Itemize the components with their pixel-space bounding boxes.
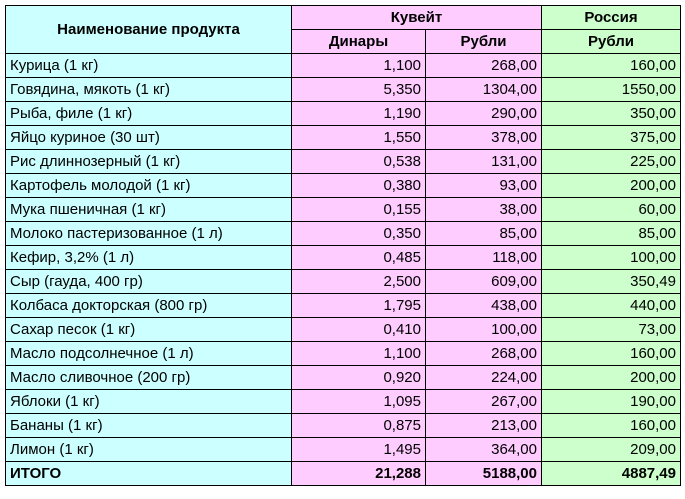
kuwait-dinars-cell: 0,538 xyxy=(292,150,426,174)
russia-rubles-cell: 440,00 xyxy=(542,294,681,318)
header-product-name: Наименование продукта xyxy=(6,6,292,54)
product-name-cell: Лимон (1 кг) xyxy=(6,438,292,462)
product-name-cell: Говядина, мякоть (1 кг) xyxy=(6,78,292,102)
kuwait-dinars-cell: 0,485 xyxy=(292,246,426,270)
kuwait-dinars-cell: 1,550 xyxy=(292,126,426,150)
kuwait-rubles-cell: 290,00 xyxy=(426,102,542,126)
kuwait-rubles-cell: 1304,00 xyxy=(426,78,542,102)
product-name-cell: Картофель молодой (1 кг) xyxy=(6,174,292,198)
kuwait-rubles-cell: 85,00 xyxy=(426,222,542,246)
product-name-cell: Сахар песок (1 кг) xyxy=(6,318,292,342)
table-row xyxy=(6,270,681,294)
russia-rubles-cell: 85,00 xyxy=(542,222,681,246)
table-row xyxy=(6,390,681,414)
total-row xyxy=(6,462,681,486)
product-name-cell: Рыба, филе (1 кг) xyxy=(6,102,292,126)
product-name-cell: Мука пшеничная (1 кг) xyxy=(6,198,292,222)
russia-rubles-cell: 225,00 xyxy=(542,150,681,174)
russia-rubles-cell: 350,00 xyxy=(542,102,681,126)
kuwait-dinars-cell: 0,920 xyxy=(292,366,426,390)
product-name-cell: Рис длиннозерный (1 кг) xyxy=(6,150,292,174)
kuwait-dinars-cell: 1,190 xyxy=(292,102,426,126)
kuwait-dinars-cell: 1,795 xyxy=(292,294,426,318)
kuwait-dinars-cell: 21,288 xyxy=(292,462,426,486)
russia-rubles-cell: 4887,49 xyxy=(542,462,681,486)
kuwait-dinars-cell: 0,410 xyxy=(292,318,426,342)
kuwait-dinars-cell: 1,100 xyxy=(292,342,426,366)
russia-rubles-cell: 73,00 xyxy=(542,318,681,342)
russia-rubles-cell: 100,00 xyxy=(542,246,681,270)
product-name-cell: ИТОГО xyxy=(6,462,292,486)
kuwait-dinars-cell: 1,095 xyxy=(292,390,426,414)
product-name-cell: Масло сливочное (200 гр) xyxy=(6,366,292,390)
kuwait-rubles-cell: 364,00 xyxy=(426,438,542,462)
product-name-cell: Кефир, 3,2% (1 л) xyxy=(6,246,292,270)
russia-rubles-cell: 160,00 xyxy=(542,414,681,438)
product-name-cell: Колбаса докторская (800 гр) xyxy=(6,294,292,318)
header-kuwait: Кувейт xyxy=(292,6,542,30)
kuwait-rubles-cell: 131,00 xyxy=(426,150,542,174)
kuwait-rubles-cell: 268,00 xyxy=(426,342,542,366)
product-name-cell: Курица (1 кг) xyxy=(6,54,292,78)
product-name-cell: Яблоки (1 кг) xyxy=(6,390,292,414)
kuwait-dinars-cell: 0,380 xyxy=(292,174,426,198)
kuwait-rubles-cell: 5188,00 xyxy=(426,462,542,486)
table-row xyxy=(6,198,681,222)
table-row xyxy=(6,342,681,366)
table-row xyxy=(6,174,681,198)
kuwait-rubles-cell: 38,00 xyxy=(426,198,542,222)
table-row xyxy=(6,54,681,78)
product-name-cell: Масло подсолнечное (1 л) xyxy=(6,342,292,366)
kuwait-rubles-cell: 213,00 xyxy=(426,414,542,438)
russia-rubles-cell: 209,00 xyxy=(542,438,681,462)
product-name-cell: Яйцо куриное (30 шт) xyxy=(6,126,292,150)
russia-rubles-cell: 190,00 xyxy=(542,390,681,414)
russia-rubles-cell: 160,00 xyxy=(542,54,681,78)
russia-rubles-cell: 350,49 xyxy=(542,270,681,294)
kuwait-rubles-cell: 268,00 xyxy=(426,54,542,78)
table-row xyxy=(6,366,681,390)
header-row-1 xyxy=(6,6,681,30)
kuwait-dinars-cell: 1,100 xyxy=(292,54,426,78)
product-name-cell: Молоко пастеризованное (1 л) xyxy=(6,222,292,246)
russia-rubles-cell: 1550,00 xyxy=(542,78,681,102)
kuwait-rubles-cell: 224,00 xyxy=(426,366,542,390)
russia-rubles-cell: 60,00 xyxy=(542,198,681,222)
header-dinars: Динары xyxy=(292,30,426,54)
kuwait-dinars-cell: 0,350 xyxy=(292,222,426,246)
table-row xyxy=(6,222,681,246)
table-row xyxy=(6,294,681,318)
kuwait-rubles-cell: 93,00 xyxy=(426,174,542,198)
table-row xyxy=(6,126,681,150)
kuwait-dinars-cell: 0,875 xyxy=(292,414,426,438)
russia-rubles-cell: 200,00 xyxy=(542,174,681,198)
header-russia: Россия xyxy=(542,6,681,30)
russia-rubles-cell: 200,00 xyxy=(542,366,681,390)
russia-rubles-cell: 375,00 xyxy=(542,126,681,150)
table-row xyxy=(6,414,681,438)
table-row xyxy=(6,246,681,270)
header-rubles-kuwait: Рубли xyxy=(426,30,542,54)
product-name-cell: Бананы (1 кг) xyxy=(6,414,292,438)
table-body xyxy=(6,54,681,486)
kuwait-rubles-cell: 267,00 xyxy=(426,390,542,414)
table-row xyxy=(6,150,681,174)
kuwait-dinars-cell: 0,155 xyxy=(292,198,426,222)
kuwait-rubles-cell: 100,00 xyxy=(426,318,542,342)
product-name-cell: Сыр (гауда, 400 гр) xyxy=(6,270,292,294)
kuwait-rubles-cell: 438,00 xyxy=(426,294,542,318)
header-rubles-russia: Рубли xyxy=(542,30,681,54)
kuwait-rubles-cell: 118,00 xyxy=(426,246,542,270)
price-comparison-table xyxy=(5,5,681,486)
table-row xyxy=(6,102,681,126)
kuwait-rubles-cell: 609,00 xyxy=(426,270,542,294)
russia-rubles-cell: 160,00 xyxy=(542,342,681,366)
kuwait-dinars-cell: 1,495 xyxy=(292,438,426,462)
kuwait-dinars-cell: 2,500 xyxy=(292,270,426,294)
table-row xyxy=(6,318,681,342)
kuwait-rubles-cell: 378,00 xyxy=(426,126,542,150)
kuwait-dinars-cell: 5,350 xyxy=(292,78,426,102)
table-row xyxy=(6,438,681,462)
table-row xyxy=(6,78,681,102)
